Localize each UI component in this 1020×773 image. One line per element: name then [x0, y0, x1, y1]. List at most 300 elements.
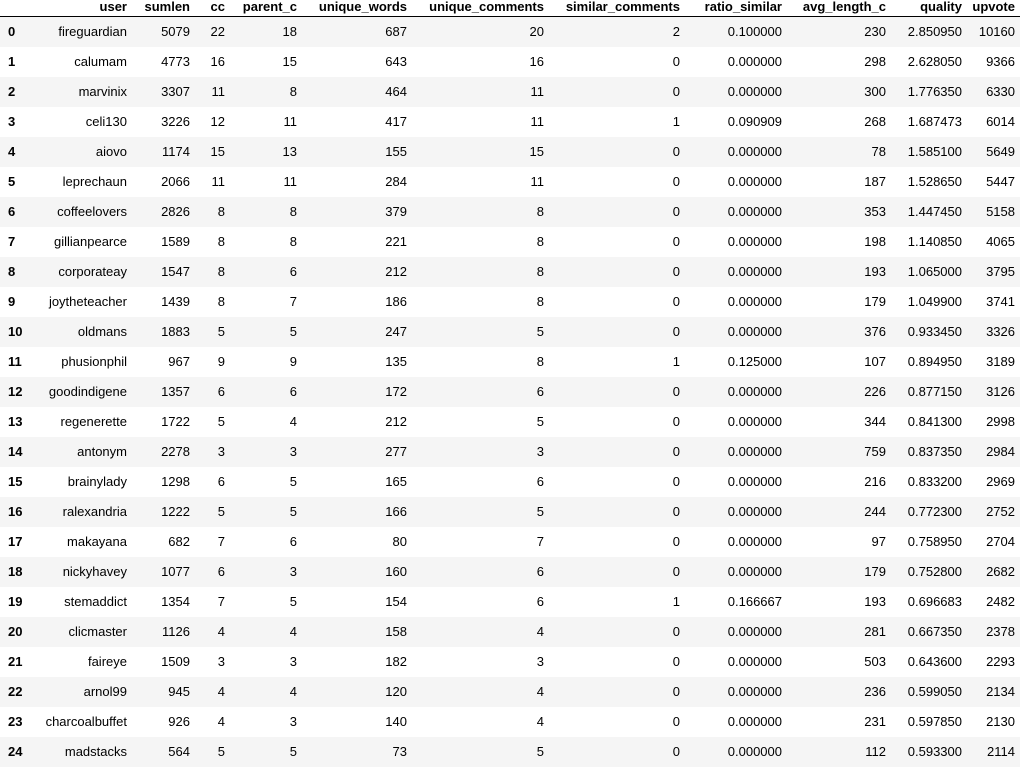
cell-similar-comments: 0 [672, 414, 680, 429]
cell-avg-length-c: 759 [864, 444, 886, 459]
cell-ratio-similar: 0.000000 [727, 684, 782, 699]
cell-upvote: 2114 [987, 744, 1015, 759]
cell-parent-c: 15 [282, 54, 297, 69]
cell-sumlen: 967 [168, 354, 190, 369]
cell-sumlen: 2278 [161, 444, 190, 459]
cell-ratio-similar: 0.125000 [727, 354, 782, 369]
cell-upvote: 3741 [986, 294, 1015, 309]
table-row [0, 677, 1020, 707]
cell-similar-comments: 0 [672, 234, 680, 249]
cell-quality: 0.599050 [907, 684, 962, 699]
row-index: 22 [8, 684, 23, 699]
row-index: 14 [8, 444, 23, 459]
cell-quality: 2.628050 [907, 54, 962, 69]
cell-cc: 8 [217, 294, 225, 309]
cell-cc: 5 [217, 414, 225, 429]
table-row [0, 47, 1020, 77]
cell-similar-comments: 0 [672, 714, 680, 729]
row-index: 7 [8, 234, 16, 249]
cell-parent-c: 6 [289, 264, 297, 279]
cell-unique-comments: 11 [530, 114, 544, 129]
cell-cc: 5 [217, 324, 225, 339]
cell-avg-length-c: 216 [864, 474, 886, 489]
cell-avg-length-c: 179 [864, 564, 886, 579]
cell-sumlen: 1547 [161, 264, 190, 279]
cell-upvote: 2134 [986, 684, 1015, 699]
cell-unique-words: 379 [385, 204, 407, 219]
cell-upvote: 6330 [986, 84, 1015, 99]
cell-quality: 0.877150 [907, 384, 962, 399]
cell-upvote: 3795 [986, 264, 1015, 279]
cell-unique-comments: 3 [536, 654, 544, 669]
table-row [0, 737, 1020, 767]
table-row [0, 587, 1020, 617]
cell-avg-length-c: 193 [864, 264, 886, 279]
cell-avg-length-c: 230 [864, 24, 886, 40]
cell-user: arnol99 [83, 684, 127, 699]
cell-sumlen: 5079 [161, 24, 190, 40]
cell-parent-c: 11 [283, 114, 297, 129]
cell-cc: 3 [217, 654, 225, 669]
cell-sumlen: 1883 [161, 324, 190, 339]
cell-avg-length-c: 226 [864, 384, 886, 399]
cell-unique-comments: 8 [536, 234, 544, 249]
row-index: 4 [8, 144, 16, 159]
cell-parent-c: 5 [289, 504, 297, 519]
table-row [0, 347, 1020, 377]
cell-ratio-similar: 0.100000 [727, 24, 782, 40]
cell-unique-words: 80 [392, 534, 407, 549]
cell-similar-comments: 0 [672, 564, 680, 579]
cell-sumlen: 1357 [161, 384, 190, 399]
cell-upvote: 2704 [986, 534, 1015, 549]
row-index: 20 [8, 624, 23, 639]
row-index: 11 [8, 354, 22, 369]
cell-sumlen: 1222 [161, 504, 190, 519]
cell-parent-c: 5 [289, 594, 297, 609]
row-index: 24 [8, 744, 23, 759]
cell-parent-c: 3 [289, 714, 297, 729]
table-row [0, 617, 1020, 647]
cell-user: ralexandria [62, 504, 127, 519]
cell-quality: 1.776350 [907, 84, 962, 99]
cell-cc: 8 [217, 264, 225, 279]
cell-quality: 0.752800 [907, 564, 962, 579]
cell-cc: 11 [211, 174, 225, 189]
cell-avg-length-c: 193 [864, 594, 886, 609]
cell-unique-comments: 4 [536, 624, 544, 639]
cell-avg-length-c: 300 [864, 84, 886, 99]
cell-quality: 0.696683 [907, 594, 962, 609]
cell-user: oldmans [77, 324, 127, 339]
cell-sumlen: 1354 [161, 594, 190, 609]
cell-cc: 3 [217, 444, 225, 459]
cell-parent-c: 6 [289, 384, 297, 399]
cell-unique-words: 73 [392, 744, 407, 759]
cell-unique-comments: 5 [536, 324, 544, 339]
table-row [0, 377, 1020, 407]
cell-avg-length-c: 187 [864, 174, 886, 189]
cell-user: leprechaun [62, 174, 127, 189]
row-index: 0 [8, 24, 16, 40]
cell-cc: 22 [210, 24, 225, 40]
cell-unique-comments: 15 [529, 144, 544, 159]
column-header-avg-length-c: avg_length_c [787, 0, 891, 17]
cell-unique-words: 247 [385, 324, 407, 339]
cell-ratio-similar: 0.166667 [727, 594, 782, 609]
cell-upvote: 2984 [986, 444, 1015, 459]
cell-ratio-similar: 0.000000 [727, 444, 782, 459]
cell-avg-length-c: 503 [864, 654, 886, 669]
row-index: 1 [8, 54, 16, 69]
table-body [0, 17, 1020, 767]
cell-avg-length-c: 281 [864, 624, 886, 639]
cell-parent-c: 7 [289, 294, 297, 309]
cell-unique-comments: 6 [536, 594, 544, 609]
cell-user: phusionphil [61, 354, 127, 369]
cell-unique-comments: 8 [536, 264, 544, 279]
cell-upvote: 5649 [986, 144, 1015, 159]
cell-sumlen: 2066 [161, 174, 190, 189]
table-row [0, 647, 1020, 677]
cell-cc: 6 [217, 474, 225, 489]
cell-cc: 6 [217, 384, 225, 399]
cell-similar-comments: 0 [672, 174, 680, 189]
cell-parent-c: 3 [289, 654, 297, 669]
table-row [0, 557, 1020, 587]
row-index: 17 [8, 534, 23, 549]
cell-unique-comments: 8 [536, 354, 544, 369]
cell-cc: 5 [217, 744, 225, 759]
cell-cc: 8 [217, 234, 225, 249]
cell-quality: 0.643600 [907, 654, 962, 669]
cell-quality: 0.833200 [907, 474, 962, 489]
cell-cc: 4 [217, 714, 225, 729]
cell-unique-words: 643 [385, 54, 407, 69]
cell-ratio-similar: 0.000000 [727, 234, 782, 249]
cell-unique-words: 464 [385, 84, 407, 99]
cell-ratio-similar: 0.000000 [727, 264, 782, 279]
cell-avg-length-c: 198 [864, 234, 886, 249]
cell-upvote: 3326 [986, 324, 1015, 339]
cell-unique-comments: 5 [536, 504, 544, 519]
cell-parent-c: 18 [282, 24, 297, 40]
cell-avg-length-c: 244 [864, 504, 886, 519]
table-row [0, 527, 1020, 557]
cell-sumlen: 2826 [161, 204, 190, 219]
cell-unique-comments: 5 [536, 414, 544, 429]
cell-ratio-similar: 0.000000 [727, 204, 782, 219]
cell-parent-c: 5 [289, 474, 297, 489]
table-row [0, 467, 1020, 497]
cell-avg-length-c: 97 [871, 534, 886, 549]
cell-avg-length-c: 179 [864, 294, 886, 309]
cell-unique-comments: 8 [536, 294, 544, 309]
cell-user: regenerette [60, 414, 127, 429]
column-header-cc: cc [195, 0, 230, 17]
table-header [0, 0, 1020, 17]
cell-cc: 8 [217, 204, 225, 219]
cell-user: antonym [77, 444, 127, 459]
cell-parent-c: 9 [289, 354, 297, 369]
table-row [0, 407, 1020, 437]
cell-quality: 0.894950 [907, 354, 962, 369]
cell-sumlen: 3307 [161, 84, 190, 99]
cell-ratio-similar: 0.000000 [727, 474, 782, 489]
column-header-ratio-similar: ratio_similar [685, 0, 787, 17]
cell-ratio-similar: 0.000000 [727, 84, 782, 99]
cell-avg-length-c: 344 [864, 414, 886, 429]
cell-similar-comments: 0 [672, 654, 680, 669]
cell-unique-words: 155 [385, 144, 407, 159]
cell-user: charcoalbuffet [45, 714, 127, 729]
row-index: 13 [8, 414, 23, 429]
cell-sumlen: 926 [168, 714, 190, 729]
cell-quality: 2.850950 [907, 24, 962, 40]
cell-parent-c: 3 [289, 564, 297, 579]
cell-upvote: 5447 [986, 174, 1015, 189]
table-row [0, 437, 1020, 467]
cell-unique-comments: 6 [536, 474, 544, 489]
cell-avg-length-c: 376 [864, 324, 886, 339]
cell-unique-words: 135 [385, 354, 407, 369]
cell-ratio-similar: 0.000000 [727, 564, 782, 579]
cell-unique-words: 284 [385, 174, 407, 189]
cell-unique-words: 165 [385, 474, 407, 489]
cell-similar-comments: 0 [672, 384, 680, 399]
cell-quality: 1.447450 [907, 204, 962, 219]
cell-user: marvinix [78, 84, 127, 99]
cell-quality: 1.065000 [907, 264, 962, 279]
table-row [0, 257, 1020, 287]
cell-user: madstacks [64, 744, 127, 759]
cell-cc: 15 [210, 144, 225, 159]
cell-user: nickyhavey [62, 564, 127, 579]
cell-unique-words: 186 [385, 294, 407, 309]
column-header-parent-c: parent_c [230, 0, 302, 17]
cell-upvote: 5158 [986, 204, 1015, 219]
cell-parent-c: 4 [289, 684, 297, 699]
cell-similar-comments: 0 [672, 684, 680, 699]
cell-ratio-similar: 0.000000 [727, 414, 782, 429]
cell-user: goodindigene [48, 384, 127, 399]
cell-cc: 16 [210, 54, 225, 69]
cell-sumlen: 1589 [161, 234, 190, 249]
table-row [0, 137, 1020, 167]
cell-quality: 1.140850 [907, 234, 962, 249]
cell-cc: 6 [217, 564, 225, 579]
column-header-unique-comments: unique_comments [412, 0, 549, 17]
cell-unique-words: 212 [385, 414, 407, 429]
cell-similar-comments: 1 [672, 594, 680, 609]
cell-upvote: 3189 [986, 354, 1015, 369]
cell-similar-comments: 0 [672, 624, 680, 639]
cell-quality: 0.772300 [907, 504, 962, 519]
cell-unique-comments: 7 [536, 534, 544, 549]
cell-parent-c: 8 [289, 204, 297, 219]
table-row [0, 197, 1020, 227]
cell-sumlen: 1439 [161, 294, 190, 309]
cell-ratio-similar: 0.090909 [727, 114, 782, 129]
cell-unique-words: 120 [385, 684, 407, 699]
cell-sumlen: 1509 [161, 654, 190, 669]
cell-user: stemaddict [64, 594, 127, 609]
cell-quality: 0.667350 [907, 624, 962, 639]
cell-cc: 11 [211, 84, 225, 99]
cell-similar-comments: 0 [672, 144, 680, 159]
cell-user: clicmaster [68, 624, 127, 639]
cell-ratio-similar: 0.000000 [727, 714, 782, 729]
cell-similar-comments: 0 [672, 744, 680, 759]
cell-sumlen: 3226 [161, 114, 190, 129]
cell-similar-comments: 0 [672, 84, 680, 99]
cell-ratio-similar: 0.000000 [727, 324, 782, 339]
cell-sumlen: 682 [168, 534, 190, 549]
cell-similar-comments: 1 [672, 354, 680, 369]
cell-sumlen: 4773 [161, 54, 190, 69]
row-index: 5 [8, 174, 16, 189]
cell-unique-comments: 20 [529, 24, 544, 40]
cell-parent-c: 6 [289, 534, 297, 549]
cell-unique-words: 687 [385, 24, 407, 40]
cell-cc: 9 [217, 354, 225, 369]
row-index: 19 [8, 594, 23, 609]
cell-unique-words: 221 [385, 234, 407, 249]
index-header [0, 0, 32, 17]
table-row [0, 17, 1020, 47]
cell-user: faireye [87, 654, 127, 669]
cell-unique-comments: 4 [536, 714, 544, 729]
cell-quality: 0.597850 [907, 714, 962, 729]
cell-ratio-similar: 0.000000 [727, 534, 782, 549]
cell-upvote: 2293 [986, 654, 1015, 669]
cell-user: calumam [74, 54, 127, 69]
cell-sumlen: 1298 [161, 474, 190, 489]
cell-cc: 5 [217, 504, 225, 519]
row-index: 23 [8, 714, 23, 729]
cell-upvote: 2969 [986, 474, 1015, 489]
cell-similar-comments: 0 [672, 474, 680, 489]
row-index: 16 [8, 504, 23, 519]
cell-parent-c: 5 [289, 744, 297, 759]
row-index: 12 [8, 384, 23, 399]
row-index: 21 [8, 654, 23, 669]
cell-upvote: 2682 [986, 564, 1015, 579]
cell-user: makayana [67, 534, 127, 549]
row-index: 9 [8, 294, 16, 309]
cell-unique-comments: 6 [536, 384, 544, 399]
cell-unique-comments: 11 [530, 174, 544, 189]
cell-user: brainylady [67, 474, 127, 489]
cell-upvote: 2752 [986, 504, 1015, 519]
cell-similar-comments: 0 [672, 324, 680, 339]
table-row [0, 107, 1020, 137]
cell-ratio-similar: 0.000000 [727, 174, 782, 189]
cell-ratio-similar: 0.000000 [727, 744, 782, 759]
table-row [0, 167, 1020, 197]
column-header-unique-words: unique_words [302, 0, 412, 17]
cell-quality: 0.593300 [907, 744, 962, 759]
row-index: 18 [8, 564, 23, 579]
row-index: 15 [8, 474, 23, 489]
cell-ratio-similar: 0.000000 [727, 624, 782, 639]
cell-parent-c: 3 [289, 444, 297, 459]
cell-ratio-similar: 0.000000 [727, 654, 782, 669]
cell-cc: 4 [217, 624, 225, 639]
row-index: 2 [8, 84, 16, 99]
cell-quality: 1.049900 [907, 294, 962, 309]
cell-parent-c: 13 [282, 144, 297, 159]
cell-unique-words: 154 [385, 594, 407, 609]
cell-ratio-similar: 0.000000 [727, 384, 782, 399]
cell-user: fireguardian [58, 24, 127, 40]
cell-sumlen: 1126 [162, 624, 190, 639]
table-row [0, 497, 1020, 527]
cell-parent-c: 4 [289, 624, 297, 639]
cell-unique-comments: 8 [536, 204, 544, 219]
cell-sumlen: 945 [168, 684, 190, 699]
cell-user: coffeelovers [57, 204, 127, 219]
column-header-upvote: upvote [967, 0, 1020, 17]
cell-sumlen: 1722 [161, 414, 190, 429]
cell-avg-length-c: 112 [865, 744, 886, 759]
cell-ratio-similar: 0.000000 [727, 54, 782, 69]
cell-user: joytheteacher [48, 294, 127, 309]
cell-similar-comments: 0 [672, 534, 680, 549]
cell-avg-length-c: 298 [864, 54, 886, 69]
table-row [0, 77, 1020, 107]
row-index: 3 [8, 114, 16, 129]
cell-upvote: 3126 [986, 384, 1015, 399]
cell-user: gillianpearce [54, 234, 127, 249]
table-row [0, 227, 1020, 257]
cell-upvote: 9366 [986, 54, 1015, 69]
cell-quality: 0.758950 [907, 534, 962, 549]
cell-sumlen: 564 [168, 744, 190, 759]
cell-unique-words: 212 [385, 264, 407, 279]
column-header-quality: quality [891, 0, 967, 17]
cell-upvote: 6014 [986, 114, 1015, 129]
cell-unique-comments: 16 [529, 54, 544, 69]
column-header-similar-comments: similar_comments [549, 0, 685, 17]
cell-unique-comments: 11 [530, 84, 544, 99]
cell-upvote: 2130 [986, 714, 1015, 729]
cell-upvote: 2998 [986, 414, 1015, 429]
table-row [0, 707, 1020, 737]
cell-cc: 4 [217, 684, 225, 699]
cell-upvote: 2378 [986, 624, 1015, 639]
cell-unique-words: 160 [385, 564, 407, 579]
cell-unique-comments: 4 [536, 684, 544, 699]
header-row [0, 0, 1020, 17]
cell-quality: 0.933450 [907, 324, 962, 339]
cell-user: corporateay [58, 264, 127, 279]
column-header-user: user [32, 0, 132, 17]
cell-unique-words: 277 [385, 444, 407, 459]
cell-sumlen: 1174 [162, 144, 190, 159]
cell-avg-length-c: 236 [864, 684, 886, 699]
cell-quality: 0.837350 [907, 444, 962, 459]
column-header-sumlen: sumlen [132, 0, 195, 17]
cell-quality: 1.528650 [907, 174, 962, 189]
cell-parent-c: 11 [283, 174, 297, 189]
cell-ratio-similar: 0.000000 [727, 144, 782, 159]
cell-parent-c: 8 [289, 84, 297, 99]
cell-unique-words: 182 [385, 654, 407, 669]
cell-unique-comments: 6 [536, 564, 544, 579]
cell-similar-comments: 0 [672, 294, 680, 309]
cell-unique-words: 166 [385, 504, 407, 519]
